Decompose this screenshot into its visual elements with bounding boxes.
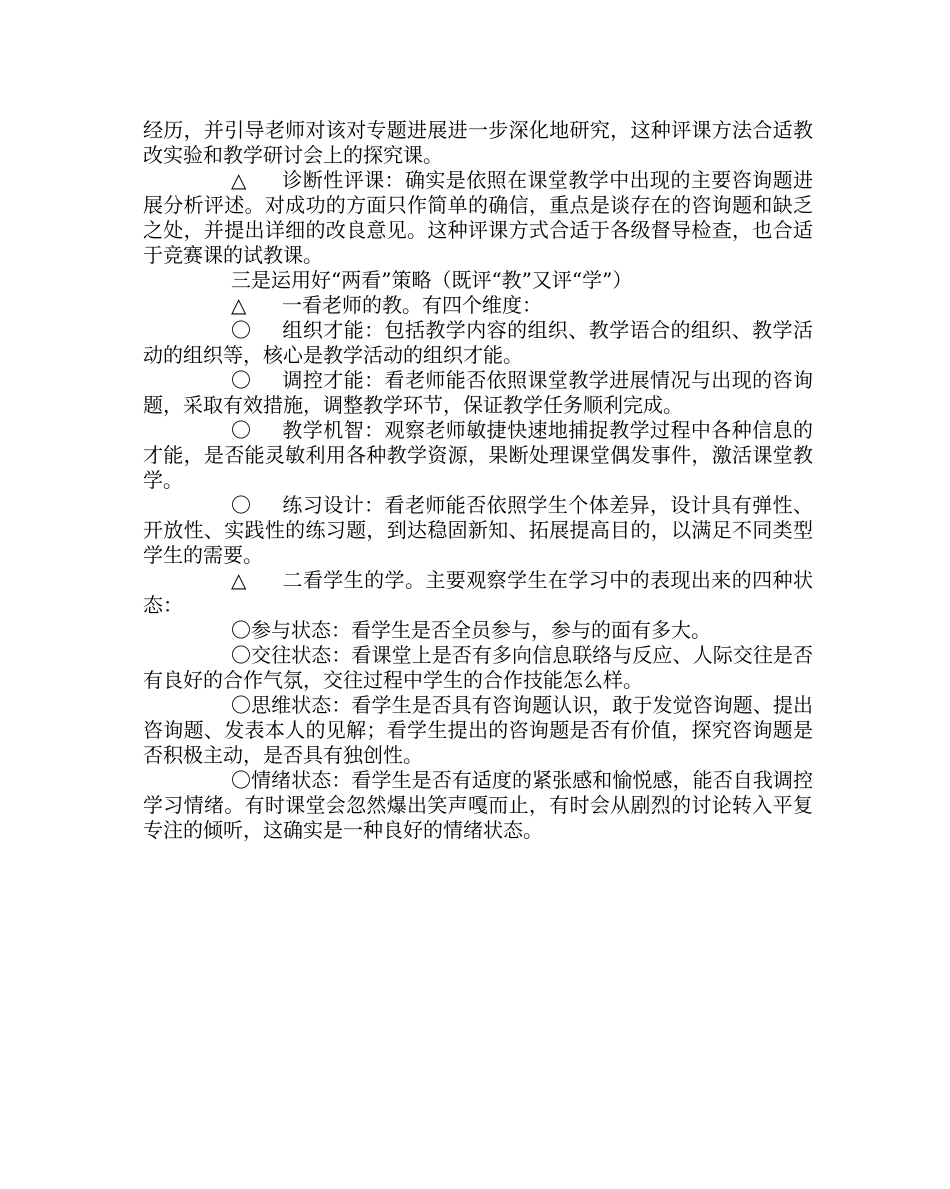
paragraph [143, 293, 813, 318]
paragraph-text: 组织才能：包括教学内容的组织、教学语合的组织、教学活动的组织等，核心是教学活动的组织才能。 [143, 318, 813, 367]
paragraph [143, 118, 813, 168]
paragraph [143, 318, 813, 368]
paragraph [143, 418, 813, 493]
paragraph-text: 〇思维状态：看学生是否具有咨询题认识，敢于发觉咨询题、提出咨询题、发表本人的见解；看学生提出的咨询题是否有价值，探究咨询题是否积极主动，是否具有独创性。 [143, 693, 813, 767]
circle-bullet-icon: 〇 [231, 418, 251, 442]
paragraph [143, 768, 813, 843]
paragraph [143, 643, 813, 693]
document-body [143, 118, 813, 843]
paragraph-text: 调控才能：看老师能否依照课堂教学进展情况与出现的咨询题，采取有效措施，调整教学环节，保证教学任务顺利完成。 [143, 368, 813, 417]
paragraph [143, 568, 813, 618]
paragraph-text: 教学机智：观察老师敏捷快速地捕捉教学过程中各种信息的才能，是否能灵敏利用各种教学资源，果断处理课堂偶发事件，激活课堂教学。 [143, 418, 813, 492]
paragraph-text: 练习设计：看老师能否依照学生个体差异，设计具有弹性、开放性、实践性的练习题，到达稳固新知、拓展提高目的，以满足不同类型学生的需要。 [143, 493, 813, 567]
paragraph [143, 693, 813, 768]
circle-bullet-icon: 〇 [231, 493, 251, 517]
paragraph-text: 〇交往状态：看课堂上是否有多向信息联络与反应、人际交往是否有良好的合作气氛，交往过程中学生的合作技能怎么样。 [143, 643, 813, 692]
paragraph-text: 二看学生的学。主要观察学生在学习中的表现出来的四种状态： [143, 568, 813, 617]
circle-bullet-icon: 〇 [231, 368, 251, 392]
paragraph-text: 〇情绪状态：看学生是否有适度的紧张感和愉悦感，能否自我调控学习情绪。有时课堂会忽然爆出笑声嘎而止，有时会从剧烈的讨论转入平复专注的倾听，这确实是一种良好的情绪状态。 [143, 768, 813, 842]
triangle-bullet-icon: △ [231, 168, 247, 192]
triangle-bullet-icon: △ [231, 568, 247, 592]
paragraph [143, 618, 813, 643]
paragraph-text: 诊断性评课：确实是依照在课堂教学中出现的主要咨询题进展分析评述。对成功的方面只作简单的确信，重点是谈存在的咨询题和缺乏之处，并提出详细的改良意见。这种评课方式合适于各级督导检查，也合适于竞赛课的试教课。 [143, 168, 813, 267]
paragraph-text: 〇参与状态：看学生是否全员参与，参与的面有多大。 [231, 618, 711, 642]
paragraph [143, 368, 813, 418]
paragraph-text: 经历，并引导老师对该对专题进展进一步深化地研究，这种评课方法合适教改实验和教学研讨会上的探究课。 [143, 118, 813, 167]
paragraph [143, 493, 813, 568]
paragraph-text: 一看老师的教。有四个维度： [282, 293, 542, 317]
triangle-bullet-icon: △ [231, 293, 247, 317]
paragraph-text: 三是运用好“两看”策略（既评“教”又评“学”） [231, 268, 633, 292]
circle-bullet-icon: 〇 [231, 318, 251, 342]
paragraph [143, 168, 813, 268]
section-heading [143, 268, 813, 293]
